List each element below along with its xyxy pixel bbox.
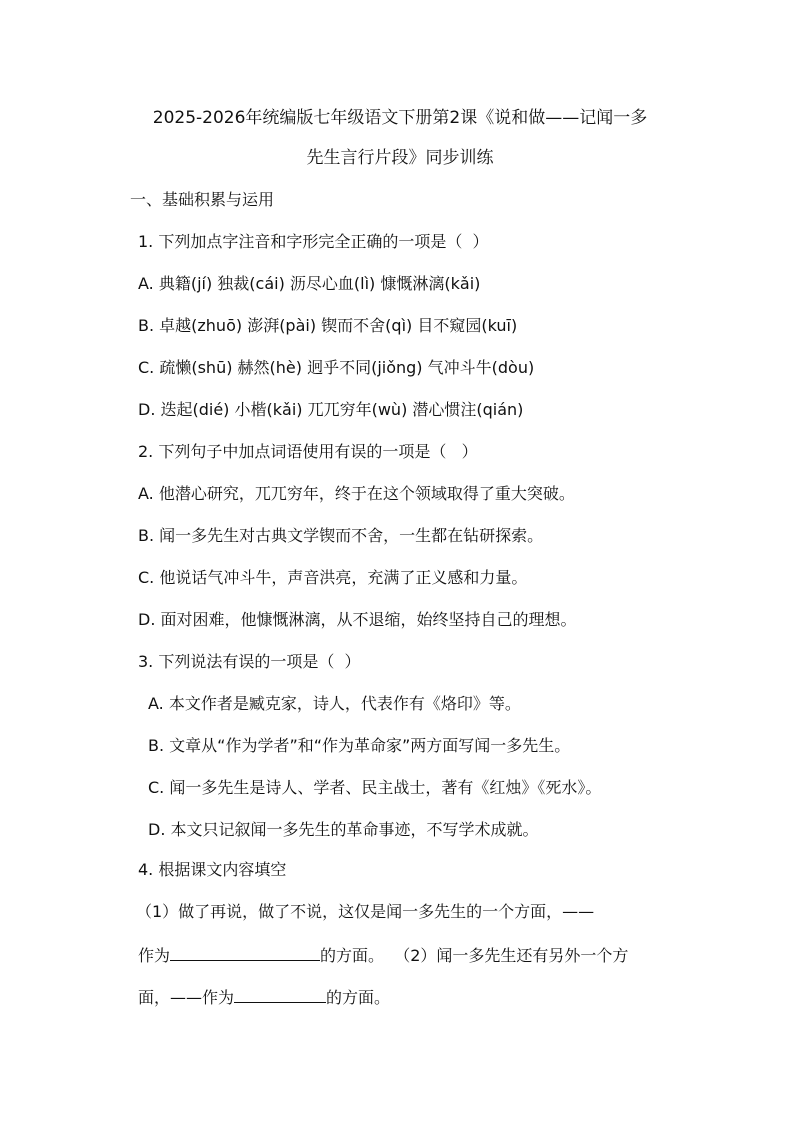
- question-4-line3-suffix: 的方面。: [326, 988, 391, 1007]
- question-3-option-d: D. 本文只记叙闻一多先生的革命事迹，不写学术成就。: [148, 820, 539, 839]
- question-2-option-c: C. 他说话气冲斗牛，声音洪亮，充满了正义感和力量。: [138, 568, 528, 587]
- question-4-line2-suffix: 的方面。 （2）闻一多先生还有另外一个方: [320, 946, 629, 965]
- section-heading: 一、基础积累与运用: [130, 190, 275, 209]
- question-1-stem: 1. 下列加点字注音和字形完全正确的一项是（ ）: [138, 232, 489, 251]
- question-3-option-b: B. 文章从“作为学者”和“作为革命家”两方面写闻一多先生。: [148, 736, 571, 755]
- question-4-line2-prefix: 作为: [138, 946, 171, 965]
- question-3-stem: 3. 下列说法有误的一项是（ ）: [138, 652, 361, 671]
- worksheet-title-line1: 2025-2026年统编版七年级语文下册第2课《说和做——记闻一多: [152, 108, 648, 128]
- question-1-option-c: C. 疏懒(shū) 赫然(hè) 迥乎不同(jiǒng) 气冲斗牛(dòu): [138, 358, 535, 377]
- question-2-option-b: B. 闻一多先生对古典文学锲而不舍，一生都在钻研探索。: [138, 526, 544, 545]
- question-4-line1: （1）做了再说，做了不说，这仅是闻一多先生的一个方面，——: [136, 902, 595, 921]
- question-4-line2: [138, 942, 628, 968]
- question-2-option-a: A. 他潜心研究，兀兀穷年，终于在这个领域取得了重大突破。: [138, 484, 575, 503]
- question-4-line3-prefix: 面，——作为: [138, 988, 235, 1007]
- fill-in-blank-2[interactable]: [234, 984, 326, 1003]
- worksheet-title-line2: 先生言行片段》同步训练: [306, 148, 494, 168]
- question-2-stem: 2. 下列句子中加点词语使用有误的一项是（ ）: [138, 442, 478, 461]
- question-3-option-c: C. 闻一多先生是诗人、学者、民主战士，著有《红烛》《死水》。: [148, 778, 602, 797]
- question-1-option-b: B. 卓越(zhuō) 澎湃(pài) 锲而不舍(qì) 目不窥园(kuī): [138, 316, 518, 335]
- question-4-line3: [138, 984, 390, 1010]
- question-2-option-d: D. 面对困难，他慷慨淋漓，从不退缩，始终坚持自己的理想。: [138, 610, 577, 629]
- question-4-stem: 4. 根据课文内容填空: [138, 860, 287, 879]
- question-1-option-a: A. 典籍(jí) 独裁(cái) 沥尽心血(lì) 慷慨淋漓(kǎi): [138, 274, 481, 293]
- question-3-option-a: A. 本文作者是臧克家，诗人，代表作有《烙印》等。: [148, 694, 521, 713]
- fill-in-blank-1[interactable]: [170, 942, 320, 961]
- question-1-option-d: D. 迭起(dié) 小楷(kǎi) 兀兀穷年(wù) 潜心惯注(qián): [138, 400, 524, 419]
